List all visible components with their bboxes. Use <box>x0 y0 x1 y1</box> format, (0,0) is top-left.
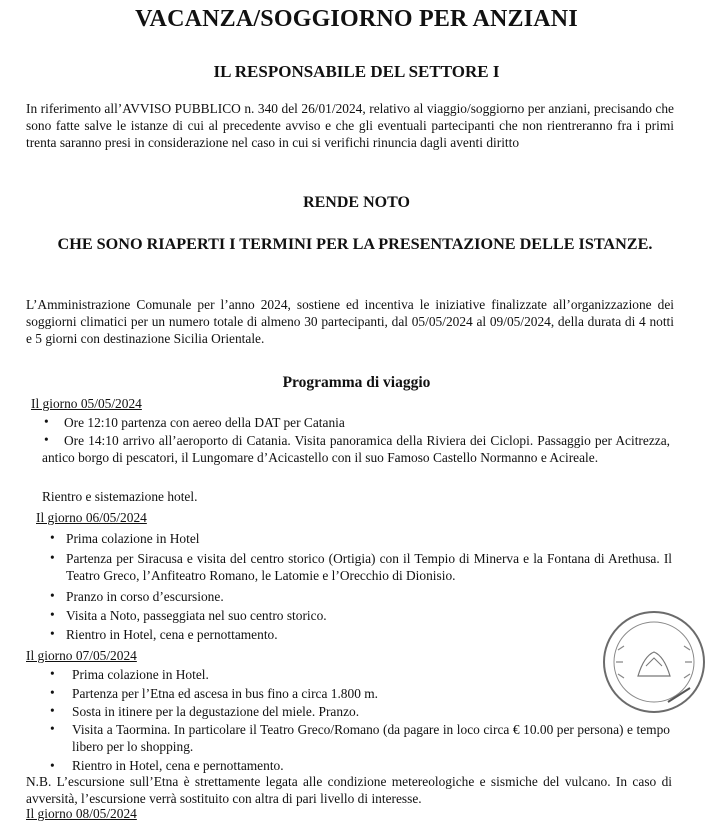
official-stamp <box>598 606 710 718</box>
list-item <box>66 550 672 584</box>
list-item: Rientro e sistemazione hotel. <box>42 489 198 504</box>
page-subtitle: IL RESPONSABILE DEL SETTORE I <box>213 62 500 81</box>
bullet: • <box>50 530 55 545</box>
rende-noto-heading: RENDE NOTO <box>303 194 410 211</box>
bullet: • <box>50 721 55 736</box>
bullet: • <box>44 414 49 429</box>
list-item: Sosta in itinere per la degustazione del miele. Pranzo. <box>72 704 360 719</box>
day-label: Il giorno 06/05/2024 <box>36 510 147 525</box>
list-item: Rientro in Hotel, cena e pernottamento. <box>72 758 284 773</box>
list-item: Visita a Taormina. In particolare il Teatro Greco/Romano (da pagare in loco circa € 10.00 per persona) e tempo libero per lo shopping. <box>72 722 670 754</box>
bullet: • <box>50 666 55 681</box>
bullet: • <box>50 607 55 622</box>
bullet: • <box>50 550 55 565</box>
list-item: Rientro in Hotel, cena e pernottamento. <box>66 627 278 642</box>
day-label: Il giorno 07/05/2024 <box>26 648 137 663</box>
intro-paragraph: In riferimento all’AVVISO PUBBLICO n. 340 del 26/01/2024, relativo al viaggio/soggiorno per anziani, precisando che sono fatte salve le istanze di cui al precedente avviso e che gli eventuali partecipanti che non rientreranno fra i primi trenta saranno presi in considerazione nel caso in cui si verifichi rinuncia dagli aventi diritto <box>26 101 674 150</box>
nb-paragraph: N.B. L’escursione sull’Etna è strettamente legata alle condizione metereologiche e sismiche del vulcano. In caso di avversità, l’escursione verrà sostituito con altra di pari livello di interesse. <box>26 774 672 806</box>
amministrazione-paragraph: L’Amministrazione Comunale per l’anno 2024, sostiene ed incentiva le iniziative finalizzate all’organizzazione dei soggiorni climatici per un numero totale di almeno 30 partecipanti, dal 05/05/2024 al 09/05/2024, della durata di 4 notti e 5 giorni con destinazione Sicilia Orientale. <box>26 297 674 346</box>
bullet: • <box>50 626 55 641</box>
list-item: Partenza per l’Etna ed ascesa in bus fino a circa 1.800 m. <box>72 686 379 701</box>
list-item: Pranzo in corso d’escursione. <box>66 589 224 604</box>
list-item: Ore 14:10 arrivo all’aeroporto di Catania. Visita panoramica della Riviera dei Ciclopi. Passaggio per Acitrezza, antico borgo di pescatori, il Lungomare d’Acicastello con il suo Famoso Castello Normanno e Acireale. <box>42 433 670 465</box>
list-item: Ore 12:10 partenza con aereo della DAT per Catania <box>64 415 345 430</box>
day-label: Il giorno 08/05/2024 <box>26 806 137 821</box>
list-item: Prima colazione in Hotel <box>66 531 200 546</box>
bullet: • <box>50 703 55 718</box>
bullet: • <box>44 432 49 447</box>
list-item: Prima colazione in Hotel. <box>72 667 209 682</box>
list-item-text: Partenza per Siracusa e visita del centro storico (Ortigia) con il Tempio di Minerva e la Fontana di Arethusa. Il Teatro Greco, l’Anfiteatro Romano, le Latomie e l’Orecchio di Dionisio. <box>66 551 672 583</box>
bullet: • <box>50 588 55 603</box>
bullet: • <box>50 685 55 700</box>
riaperti-heading: CHE SONO RIAPERTI I TERMINI PER LA PRESENTAZIONE DELLE ISTANZE. <box>57 235 653 253</box>
page-title: VACANZA/SOGGIORNO PER ANZIANI <box>135 6 578 32</box>
list-item: Visita a Noto, passeggiata nel suo centro storico. <box>66 608 327 623</box>
programma-title: Programma di viaggio <box>282 374 431 391</box>
day-label: Il giorno 05/05/2024 <box>31 396 142 411</box>
bullet: • <box>50 758 55 773</box>
